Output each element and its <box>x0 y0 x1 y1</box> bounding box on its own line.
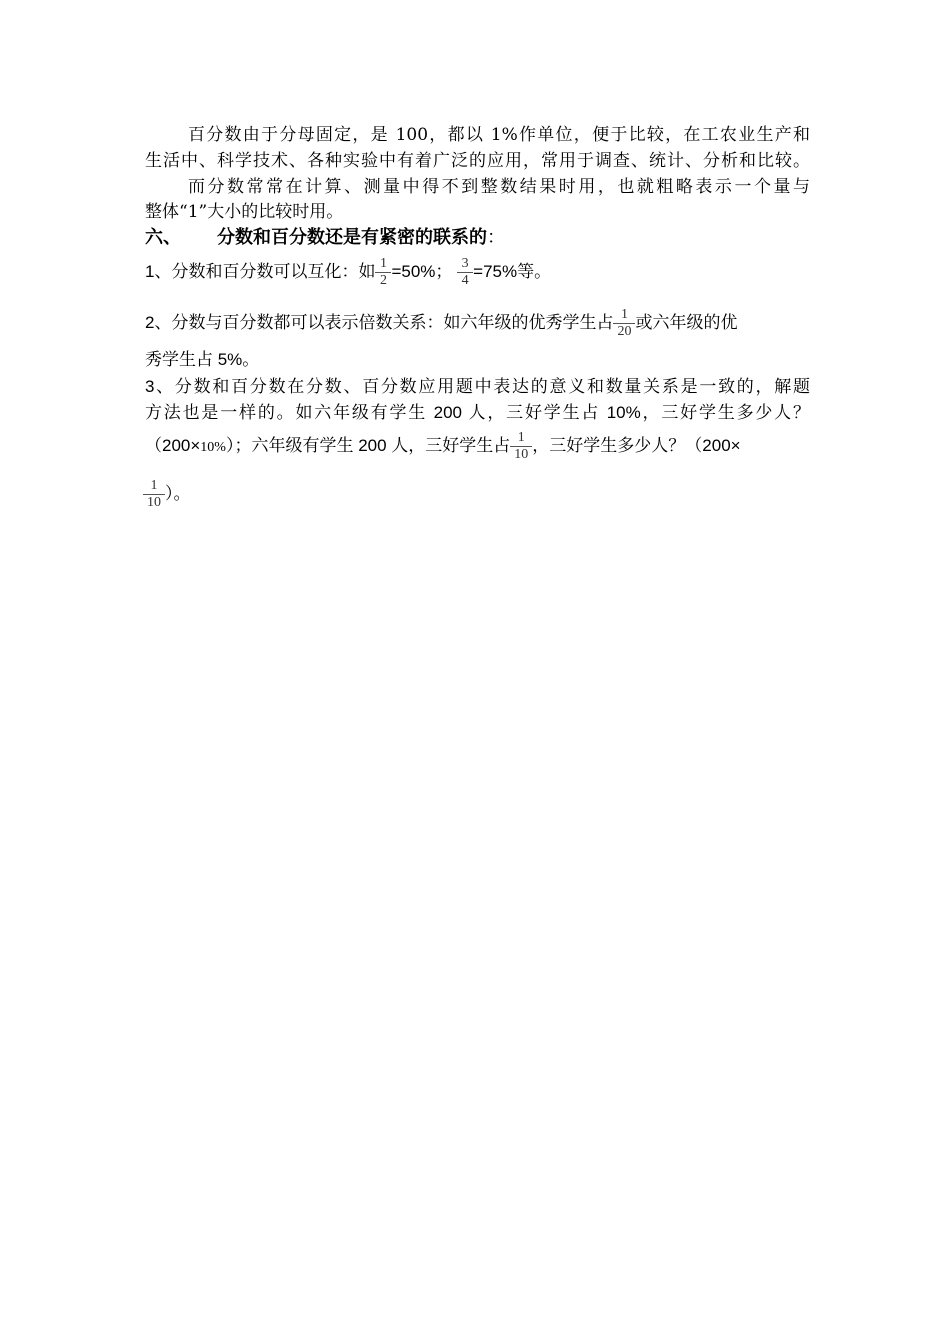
heading-colon: ： <box>487 227 505 248</box>
item2-suffix: 或六年级的优 <box>635 313 738 332</box>
fraction-denominator: 20 <box>617 324 632 340</box>
fraction-numerator: 1 <box>620 307 628 323</box>
fraction-one-tenth <box>512 430 530 463</box>
section-heading <box>145 226 810 250</box>
fraction-one-tenth <box>145 478 163 511</box>
fraction-denominator: 4 <box>461 273 469 289</box>
para2-line1: 而分数常常在计算、测量中得不到整数结果时用，也就粗略表示一个量与 <box>188 177 810 197</box>
item3-line4-end: ）。 <box>165 484 191 503</box>
fraction-one-twentieth <box>615 307 633 340</box>
item3-line3-d: ，三好学生多少人？（200× <box>532 436 741 455</box>
item-2-line1 <box>145 306 810 340</box>
item1-prefix: 1、分数和百分数可以互化：如 <box>145 262 376 281</box>
item1-eq2: =75%等。 <box>473 262 552 281</box>
item3-line3-c: ）；六年级有学生 200 人，三好学生占 <box>225 436 511 455</box>
heading-text: 分数和百分数还是有紧密的联系的 <box>217 227 487 248</box>
item-3-line1: 3、分数和百分数在分数、百分数应用题中表达的意义和数量关系是一致的，解题 <box>145 377 810 396</box>
item-1 <box>145 256 810 289</box>
item-2-line2: 秀学生占 5%。 <box>145 350 260 369</box>
item-3-line3 <box>145 428 810 466</box>
item-3-line4 <box>145 476 810 512</box>
item2-prefix: 2、分数与百分数都可以表示倍数关系：如六年级的优秀学生占 <box>145 313 614 332</box>
fraction-denominator: 10 <box>514 447 529 463</box>
fraction-denominator: 10 <box>147 495 161 511</box>
fraction-three-quarters <box>459 256 471 289</box>
fraction-numerator: 3 <box>461 256 469 272</box>
para1-line2: 生活中、科学技术、各种实验中有着广泛的应用，常用于调查、统计、分析和比较。 <box>145 151 810 171</box>
fraction-one-half <box>377 256 389 289</box>
item1-eq1: =50%； <box>391 262 453 281</box>
para1-line1: 百分数由于分母固定，是 100，都以 1%作单位，便于比较，在工农业生产和 <box>188 125 810 145</box>
fraction-numerator: 1 <box>150 478 158 494</box>
item3-line3-b: 10% <box>200 440 226 455</box>
fraction-denominator: 2 <box>379 273 387 289</box>
item-3-line2: 方法也是一样的。如六年级有学生 200 人，三好学生占 10%，三好学生多少人？ <box>145 403 810 422</box>
item3-line3-a: （200× <box>145 436 201 455</box>
fraction-numerator: 1 <box>517 430 525 446</box>
para2-line2: 整体“1”大小的比较时用。 <box>145 202 344 222</box>
fraction-numerator: 1 <box>379 256 387 272</box>
heading-number: 六、 <box>145 227 181 248</box>
